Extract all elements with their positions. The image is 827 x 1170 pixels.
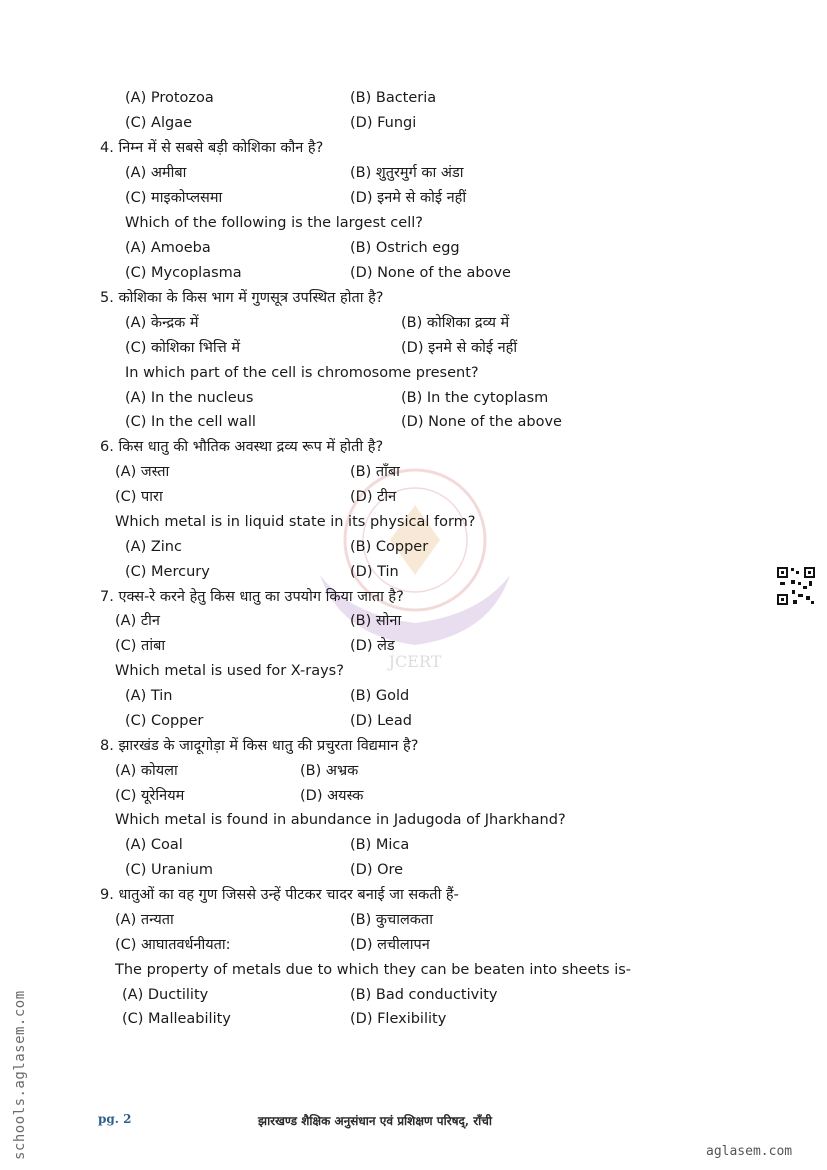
text-line: (C) In the cell wall	[125, 414, 256, 430]
text-line: (A) जस्ता	[115, 464, 170, 480]
text-line: (C) Uranium	[125, 862, 214, 878]
text-line: (D) Tin	[350, 564, 399, 580]
text-line: 9. धातुओं का वह गुण जिससे उन्हें पीटकर चादर बनाई जा सकती हैं-	[100, 887, 459, 903]
text-line: (A) Ductility	[122, 987, 209, 1003]
text-line: (C) Algae	[125, 115, 193, 131]
text-line: 7. एक्स-रे करने हेतु किस धातु का उपयोग किया जाता है?	[100, 589, 404, 605]
text-line: (A) टीन	[115, 613, 160, 629]
text-line: (C) Copper	[125, 713, 204, 729]
text-line: 6. किस धातु की भौतिक अवस्था द्रव्य रूप में होती है?	[100, 439, 384, 455]
text-line: (A) Zinc	[125, 539, 182, 555]
text-line: (D) Lead	[350, 713, 412, 729]
text-line: (D) इनमे से कोई नहीं	[350, 190, 467, 206]
text-line: (B) Copper	[350, 539, 429, 555]
text-line: Which metal is in liquid state in its physical form?	[115, 514, 476, 530]
text-line: (B) ताँबा	[350, 464, 400, 480]
text-line: Which metal is used for X-rays?	[115, 663, 344, 679]
text-line: (C) Mycoplasma	[125, 265, 242, 281]
qr-code-icon	[776, 566, 816, 606]
text-line: (D) इनमे से कोई नहीं	[401, 340, 518, 356]
text-line: (B) In the cytoplasm	[401, 390, 549, 406]
text-line: (A) केन्द्रक में	[125, 315, 199, 331]
text-line: (D) None of the above	[350, 265, 511, 281]
text-line: (C) Malleability	[122, 1011, 231, 1027]
text-line: (C) यूरेनियम	[115, 788, 185, 804]
footer-site-name: aglasem.com	[706, 1144, 793, 1159]
text-line: (D) Ore	[350, 862, 404, 878]
text-line: (D) Fungi	[350, 115, 417, 131]
text-line: (D) None of the above	[401, 414, 562, 430]
footer-page-number: pg. 2	[98, 1112, 132, 1126]
text-line: (A) तन्यता	[115, 912, 174, 928]
text-line: Which metal is found in abundance in Jadugoda of Jharkhand?	[115, 812, 566, 828]
text-line: (C) Mercury	[125, 564, 210, 580]
text-line: (A) Amoeba	[125, 240, 211, 256]
text-line: (B) Gold	[350, 688, 410, 704]
text-line: (D) टीन	[350, 489, 397, 505]
side-watermark-url: schools.aglasem.com	[12, 990, 28, 1160]
text-line: (C) कोशिका भित्ति में	[125, 340, 241, 356]
text-line: (B) सोना	[350, 613, 402, 629]
jcert-watermark-logo	[300, 445, 530, 675]
text-line: (A) Tin	[125, 688, 173, 704]
text-line: (B) Bacteria	[350, 90, 437, 106]
text-line: 5. कोशिका के किस भाग में गुणसूत्र उपस्थित होता है?	[100, 290, 384, 306]
text-line: (D) Flexibility	[350, 1011, 447, 1027]
text-line: 8. झारखंड के जादूगोड़ा में किस धातु की प्रचुरता विद्यमान है?	[100, 738, 419, 754]
text-line: (C) तांबा	[115, 638, 166, 654]
text-line: (D) अयस्क	[300, 788, 364, 804]
text-line: (C) पारा	[115, 489, 163, 505]
text-line: (A) अमीबा	[125, 165, 187, 181]
text-line: (D) लेड	[350, 638, 395, 654]
text-line: (A) Protozoa	[125, 90, 214, 106]
text-line: (A) In the nucleus	[125, 390, 254, 406]
text-line: (B) Bad conductivity	[350, 987, 498, 1003]
text-line: 4. निम्न में से सबसे बड़ी कोशिका कौन है?	[100, 140, 324, 156]
text-line: Which of the following is the largest cell?	[125, 215, 423, 231]
text-line: (A) Coal	[125, 837, 183, 853]
text-line: (B) Ostrich egg	[350, 240, 460, 256]
watermark-label: JCERT	[388, 652, 442, 671]
text-line: (B) शुतुरमुर्ग का अंडा	[350, 165, 464, 181]
text-line: (C) आघातवर्धनीयता:	[115, 937, 231, 953]
text-line: (D) लचीलापन	[350, 937, 430, 953]
footer-organization: झारखण्ड शैक्षिक अनुसंधान एवं प्रशिक्षण परिषद्, राँची	[258, 1114, 493, 1128]
text-line: (B) कुचालकता	[350, 912, 433, 928]
text-line: (B) Mica	[350, 837, 410, 853]
text-line: (C) माइकोप्लसमा	[125, 190, 223, 206]
text-line: (B) अभ्रक	[300, 763, 359, 779]
text-line: (A) कोयला	[115, 763, 178, 779]
text-line: In which part of the cell is chromosome present?	[125, 365, 479, 381]
text-line: The property of metals due to which they can be beaten into sheets is-	[115, 962, 632, 978]
text-line: (B) कोशिका द्रव्य में	[401, 315, 510, 331]
